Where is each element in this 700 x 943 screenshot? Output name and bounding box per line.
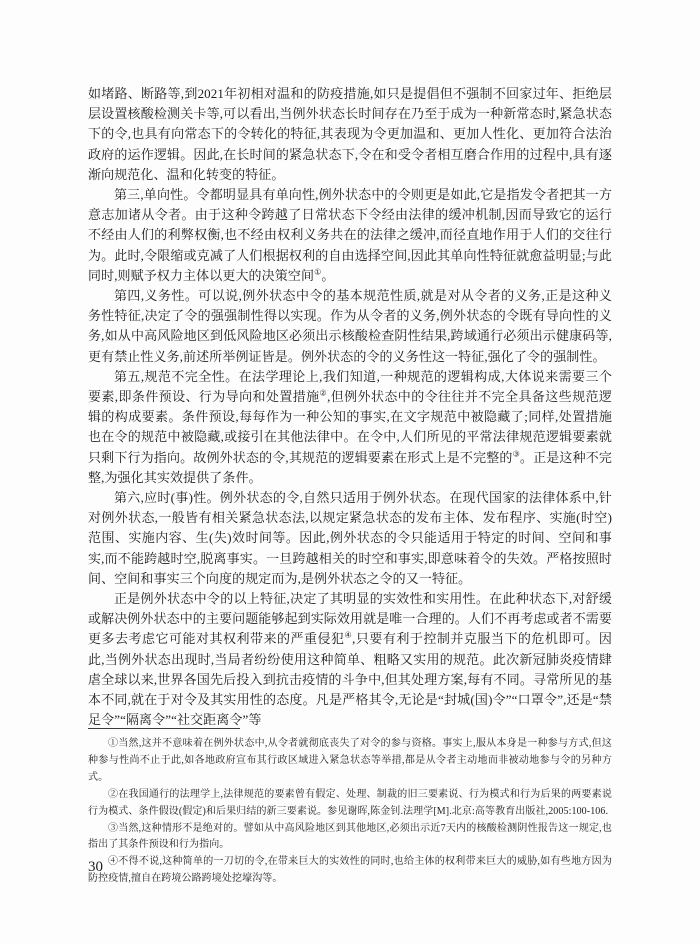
paragraph-fifth-feature: 第五,规范不完全性。在法学理论上,我们知道,一种规范的逻辑构成,大体说来需要三个要素,即条件预设、行为导向和处置措施②,但例外状态中的令往往并不完全具备这些规范逻辑的构成要素。条件预设,每每作为一种公知的事实,在文字规范中被隐藏了;同样,处置措施也在令的规范中被隐藏,或接引在其他法律中。在令中,人们所见的平常法律规范逻辑要素就只剩下行为指向。故例外状态的令,其规范的逻辑要素在形式上是不完整的③。正是这种不完整,为强化其实效提供了条件。 [88, 368, 612, 485]
page-number: 30 [88, 859, 103, 875]
paragraph-sixth-feature: 第六,应时(事)性。例外状态的令,自然只适用于例外状态。在现代国家的法律体系中,针对例外状态,一般皆有相关紧急状态法,以规定紧急状态的发布主体、发布程序、实施(时空)范围、实施内容、生(失)效时间等。因此,例外状态的令只能适用于特定的时间、空间和事实,而不能跨越时空,脱离事实。一旦跨越相关的时空和事实,即意味着令的失效。严格按照时间、空间和事实三个向度的规定而为,是例外状态之令的又一特征。 [88, 490, 612, 586]
paragraph-continuation: 如堵路、断路等,到2021年初相对温和的防疫措施,如只是提倡但不强制不回家过年、拒绝层层设置核酸检测关卡等,可以看出,当例外状态长时间存在乃至于成为一种新常态时,紧急状态下的令,也具有向常态下的令转化的特征,其表现为令更加温和、更加人性化、更加符合法治政府的运作逻辑。因此,在长时间的紧急状态下,令在和受令者相互磨合作用的过程中,具有逐渐向规范化、温和化转变的特征。 [88, 86, 612, 182]
footnote-3: ③当然,这种情形不是绝对的。譬如从中高风险地区到其他地区,必须出示近7天内的核酸检测阴性报告这一规定,也指出了其条件预设和行为指向。 [88, 822, 612, 851]
footnotes-section [88, 728, 612, 888]
body-text [88, 84, 612, 731]
paragraph-fourth-feature: 第四,义务性。可以说,例外状态中令的基本规范性质,就是对从令者的义务,正是这种义务性特征,决定了令的强强制性得以实现。作为从令者的义务,例外状态的令既有导向性的义务,如从中高风险地区到低风险地区必须出示核酸检查阴性结果,跨域通行必须出示健康码等,更有禁止性义务,前述所举例证皆是。例外状态的令的义务性这一特征,强化了令的强制性。 [88, 288, 612, 364]
footnote-2: ②在我国通行的法理学上,法律规范的要素曾有假定、处理、制裁的旧三要素说、行为模式和行为后果的两要素说行为模式、条件假设(假定)和后果归结的新三要素说。参见谢晖,陈金钊.法理学[M].北京:高等教育出版社,2005:100-106. [88, 788, 612, 817]
paragraph-summary: 正是例外状态中令的以上特征,决定了其明显的实效性和实用性。在此种状态下,对舒缓或解决例外状态中的主要问题能够起到实际效用就是唯一合理的。人们不再考虑或者不需要更多去考虑它可能对其权利带来的严重侵犯④,只要有利于控制并克服当下的危机即可。因此,当例外状态出现时,当局者纷纷使用这种简单、粗略又实用的规范。此次新冠肺炎疫情肆虐全球以来,世界各国先后投入到抗击疫情的斗争中,但其处理方案,每有不同。寻常所见的基本不同,就在于对令及其实用性的态度。凡是严格其令,无论是“封城(国)令”“口罩令”,还是“禁足令”“隔离令”“社交距离令”等 [88, 591, 613, 728]
paragraph-third-feature: 第三,单向性。令都明显具有单向性,例外状态中的令则更是如此,它是指发令者把其一方意志加诸从令者。由于这种令跨越了日常状态下令经由法律的缓冲机制,因而导致它的运行不经由人们的利弊权衡,也不经由权利义务共在的法律之缓冲,而径直地作用于人们的交往行为。此时,令限缩或克减了人们根据权利的自由选择空间,因此其单向性特征就愈益明显;与此同时,则赋予权力主体以更大的决策空间①。 [88, 187, 612, 283]
footnote-separator [88, 728, 240, 729]
footnote-4: ④不得不说,这种简单的一刀切的令,在带来巨大的实效性的同时,也给主体的权利带来巨大的威胁,如有些地方因为防控疫情,擅自在跨境公路跨境处挖壕沟等。 [88, 856, 612, 885]
footnote-1: ①当然,这并不意味着在例外状态中,从令者就彻底丧失了对令的参与资格。事实上,服从本身是一种参与方式,但这种参与性尚不止于此,如各地政府宣布其行政区域进入紧急状态等举措,都是从令者主动地而非被动地参与令的另种方式。 [88, 738, 612, 783]
